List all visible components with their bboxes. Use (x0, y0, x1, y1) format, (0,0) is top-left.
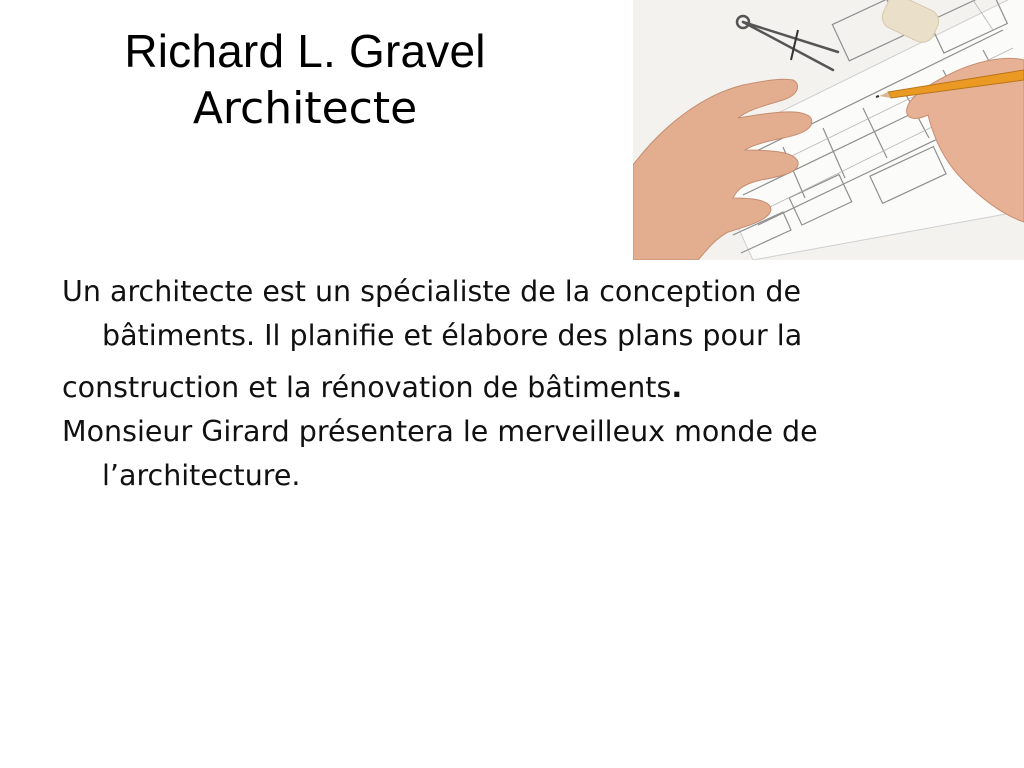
architect-photo (633, 0, 1024, 260)
slide-body (62, 270, 962, 498)
paragraph1-text: Un architecte est un spécialiste de la conception de bâtiments. Il planifie et élabore des plans pour la (62, 275, 803, 352)
paragraph-presentation: Monsieur Girard présentera le merveilleux monde de l’architecture. (62, 415, 818, 492)
slide-title (40, 22, 570, 138)
title-name: Richard L. Gravel (124, 25, 486, 77)
paragraph1-text-continued: construction et la rénovation de bâtiments (62, 371, 672, 404)
paragraph-architect-definition (62, 270, 962, 410)
architect-drawing-icon (633, 0, 1024, 260)
title-profession: Architecte (192, 83, 418, 134)
paragraph1-period: . (671, 371, 683, 404)
